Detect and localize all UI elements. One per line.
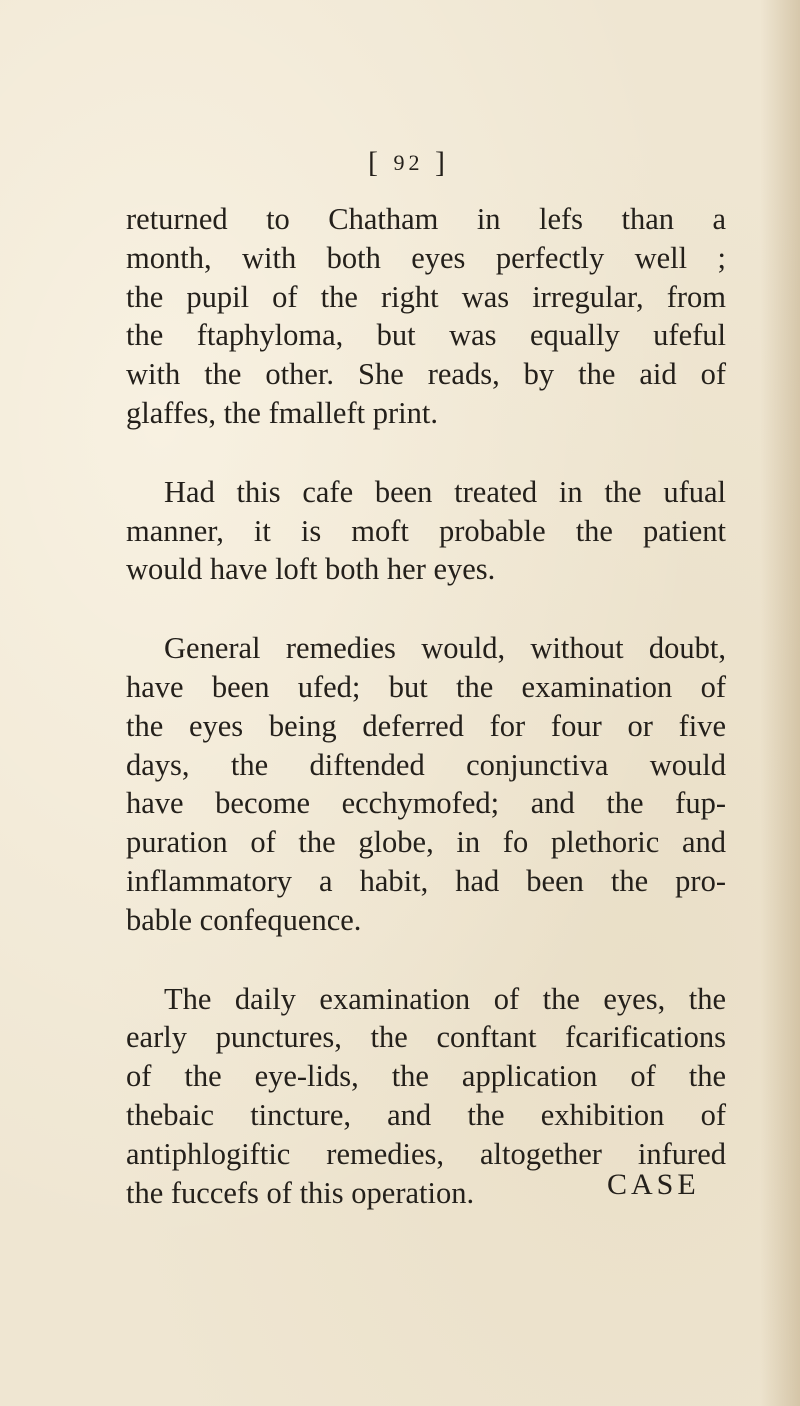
text-line: Had this cafe been treated in the ufual xyxy=(164,474,726,509)
text-line: The daily examination of the eyes, the xyxy=(164,981,726,1016)
paragraph-gap xyxy=(126,940,726,980)
text-line: would have loft both her eyes. xyxy=(126,552,496,587)
text-line: bable confequence. xyxy=(126,902,362,937)
page-number xyxy=(368,146,449,180)
text-line: thebaic tincture, and the exhibition of xyxy=(126,1097,726,1132)
paragraph-3 xyxy=(126,629,726,939)
text-line: have become ecchymofed; and the fup- xyxy=(126,786,726,821)
text-line: with the other. She reads, by the aid of xyxy=(126,357,726,392)
text-line: the eyes being deferred for four or five xyxy=(126,708,726,743)
catchword: CASE xyxy=(607,1168,700,1201)
text-line: General remedies would, without doubt, xyxy=(164,631,726,666)
text-line: the ftaphyloma, but was equally ufeful xyxy=(126,318,726,353)
paragraph-1 xyxy=(126,200,726,433)
body-text xyxy=(126,200,726,1212)
text-line: have been ufed; but the examination of xyxy=(126,669,726,704)
page-number-close-bracket: ] xyxy=(435,146,449,179)
text-line: month, with both eyes perfectly well ; xyxy=(126,240,726,275)
text-line: returned to Chatham in lefs than a xyxy=(126,202,726,236)
text-line: antiphlogiftic remedies, altogether infured xyxy=(126,1136,726,1171)
text-line: early punctures, the conftant fcarifications xyxy=(126,1020,726,1055)
paragraph-gap xyxy=(126,589,726,629)
text-line: days, the diftended conjunctiva would xyxy=(126,747,726,782)
paragraph-2 xyxy=(126,473,726,589)
page-number-open-bracket: [ xyxy=(368,146,382,179)
text-line: of the eye-lids, the application of the xyxy=(126,1059,726,1094)
text-line: the fuccefs of this operation. xyxy=(126,1175,475,1210)
page-edge-shadow xyxy=(760,0,800,1406)
text-line: manner, it is moft probable the patient xyxy=(126,513,726,548)
page-number-value: 92 xyxy=(393,150,424,175)
paragraph-gap xyxy=(126,433,726,473)
text-line: the pupil of the right was irregular, from xyxy=(126,279,726,314)
text-line: glaffes, the fmalleft print. xyxy=(126,395,438,430)
text-line: puration of the globe, in fo plethoric and xyxy=(126,825,726,860)
text-line: inflammatory a habit, had been the pro- xyxy=(126,863,726,898)
